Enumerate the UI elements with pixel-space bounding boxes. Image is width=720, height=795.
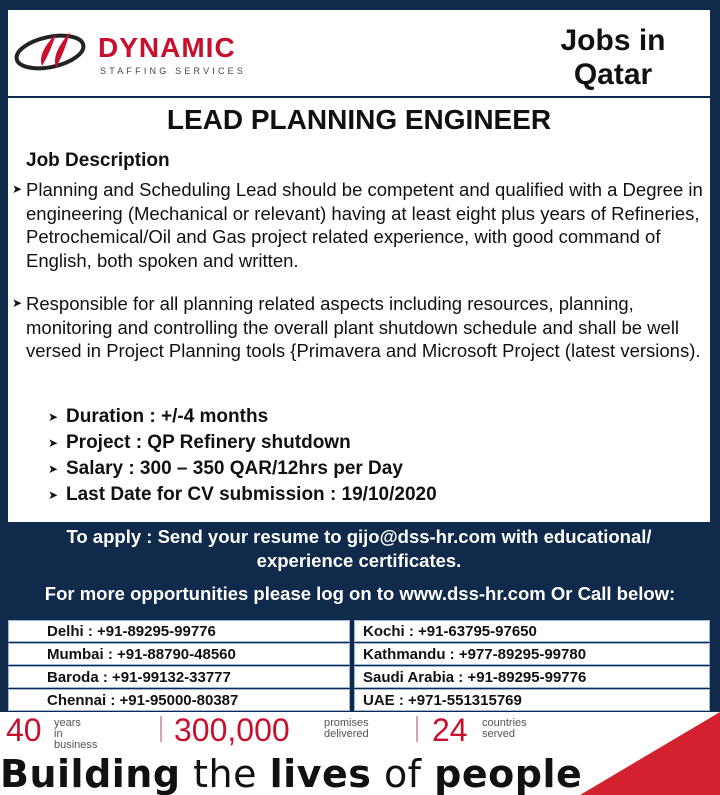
section-label: Job Description bbox=[26, 150, 170, 171]
contact-item: Delhi : +91-89295-99776 bbox=[8, 620, 350, 642]
job-details-list bbox=[48, 404, 437, 508]
contact-list bbox=[8, 612, 710, 712]
slogan-word: people bbox=[434, 752, 583, 795]
detail-text: Project : QP Refinery shutdown bbox=[66, 432, 351, 453]
job-title: LEAD PLANNING ENGINEER bbox=[166, 104, 552, 135]
jobs-location-title bbox=[538, 24, 688, 92]
company-logo bbox=[12, 24, 252, 84]
bullet-arrow-icon: ➤ bbox=[48, 462, 59, 476]
divider bbox=[416, 716, 418, 742]
header bbox=[8, 10, 710, 96]
stat-label: countries bbox=[482, 717, 527, 729]
slogan-word: lives bbox=[269, 752, 372, 795]
stat-label: promises bbox=[324, 717, 369, 729]
paragraph-text: Planning and Scheduling Lead should be competent and qualified with a Degree in engineering (Mechanical or relevant) having at least eight plus years of Refineries, Petrochemical/Oil and Gas project related experience, with good command of English, both spoken and written. bbox=[26, 179, 703, 271]
jobs-title-line2: Qatar bbox=[573, 58, 653, 91]
jobs-title-line1: Jobs in bbox=[560, 24, 666, 57]
more-opportunities: For more opportunities please log on to www.dss-hr.com Or Call below: bbox=[0, 578, 720, 610]
contact-item: UAE : +971-551315769 bbox=[354, 689, 710, 711]
stat-number: 300,000 bbox=[174, 712, 290, 748]
slogan-word: the bbox=[193, 752, 258, 795]
paragraph-text: Responsible for all planning related aspects including resources, planning, monitoring and controlling the overall plant shutdown schedule and shall be well versed in Project Planning tools {Primavera and Microsoft Project (latest versions). bbox=[26, 293, 701, 361]
bullet-arrow-icon: ➤ bbox=[48, 488, 59, 502]
stat-label: years bbox=[54, 717, 81, 729]
description-paragraph bbox=[12, 292, 706, 363]
logo-subtitle: STAFFING SERVICES bbox=[100, 66, 247, 76]
contact-item: Baroda : +91-99132-33777 bbox=[8, 666, 350, 688]
stat-number: 24 bbox=[432, 712, 468, 748]
detail-project bbox=[48, 430, 437, 456]
apply-instructions bbox=[8, 522, 710, 579]
apply-line1: To apply : Send your resume to gijo@dss-hr.com with educational/ bbox=[66, 526, 652, 547]
divider bbox=[160, 716, 162, 742]
contact-item: Chennai : +91-95000-80387 bbox=[8, 689, 350, 711]
stat-label: served bbox=[482, 728, 516, 740]
detail-salary bbox=[48, 456, 437, 482]
stat-label: delivered bbox=[324, 728, 369, 740]
job-description bbox=[8, 142, 710, 522]
apply-line2: experience certificates. bbox=[256, 550, 462, 571]
detail-text: Last Date for CV submission : 19/10/2020 bbox=[66, 484, 437, 505]
bullet-arrow-icon: ➤ bbox=[48, 410, 59, 424]
bullet-arrow-icon: ➤ bbox=[12, 182, 23, 196]
slogan bbox=[0, 752, 582, 795]
red-corner-decoration bbox=[580, 712, 720, 795]
detail-text: Duration : +/-4 months bbox=[66, 406, 269, 427]
bullet-arrow-icon: ➤ bbox=[12, 296, 23, 310]
stat-number: 40 bbox=[6, 712, 42, 748]
description-paragraph bbox=[12, 178, 706, 272]
stat-label: in business bbox=[54, 728, 98, 751]
stats-row bbox=[0, 712, 560, 751]
contact-item: Mumbai : +91-88790-48560 bbox=[8, 643, 350, 665]
footer-banner bbox=[0, 712, 720, 795]
contact-item: Kathmandu : +977-89295-99780 bbox=[354, 643, 710, 665]
slogan-word: of bbox=[383, 752, 422, 795]
contact-item: Saudi Arabia : +91-89295-99776 bbox=[354, 666, 710, 688]
logo-name: DYNAMIC bbox=[98, 32, 236, 63]
job-title-bar bbox=[8, 96, 710, 144]
detail-last-date bbox=[48, 482, 437, 508]
bullet-arrow-icon: ➤ bbox=[48, 436, 59, 450]
dynamic-logo-icon bbox=[12, 26, 90, 72]
slogan-word: Building bbox=[0, 752, 181, 795]
contact-item: Kochi : +91-63795-97650 bbox=[354, 620, 710, 642]
detail-text: Salary : 300 – 350 QAR/12hrs per Day bbox=[66, 458, 403, 479]
detail-duration bbox=[48, 404, 437, 430]
